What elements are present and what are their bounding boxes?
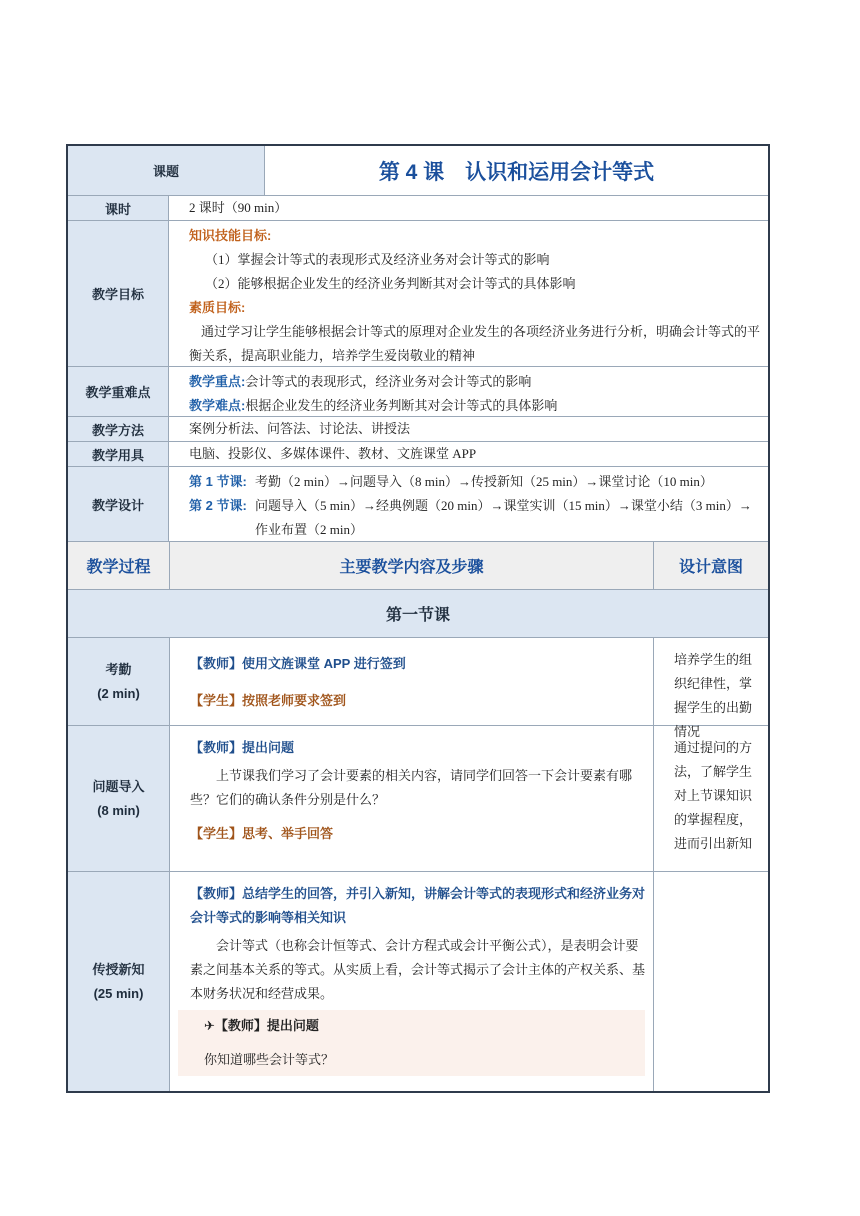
methods-label: 教学方法 — [68, 417, 169, 441]
process-header-row — [68, 542, 768, 590]
process-header-col3: 设计意图 — [678, 559, 743, 576]
step-intent: 通过提问的方法，了解学生对上节课知识的掌握程度，进而引出新知 — [674, 740, 753, 851]
keypoints-label: 教学重难点 — [68, 367, 169, 416]
step-row-intro — [68, 726, 768, 872]
objective-item: （2）能够根据企业发生的经济业务判断其对会计等式的具体影响 — [205, 276, 576, 291]
step-row-attendance — [68, 638, 768, 739]
keypoints-content — [169, 367, 768, 416]
quality-text: 通过学习让学生能够根据会计等式的原理对企业发生的各项经济业务进行分析，明确会计等式的平衡关系，提高职业能力，培养学生爱岗敬业的精神 — [189, 324, 761, 363]
process-header-col1: 教学过程 — [68, 542, 170, 589]
keypoints-row — [68, 367, 768, 417]
title-row — [68, 146, 768, 196]
step-label — [68, 872, 170, 1091]
hours-label: 课时 — [68, 196, 169, 220]
section-title: 第一节课 — [68, 590, 768, 638]
lesson-plan-table — [66, 144, 770, 1093]
session2-text: 问题导入（5 min）→经典例题（20 min）→课堂实训（15 min）→课堂小结（3 min）→作业布置（2 min） — [255, 498, 752, 537]
step-time: (25 min) — [93, 985, 144, 1001]
quality-title: 素质目标: — [189, 300, 246, 315]
step-row-new-knowledge — [68, 872, 768, 1091]
step-name: 考勤 — [105, 661, 132, 677]
objectives-label: 教学目标 — [68, 221, 169, 366]
step-content — [170, 726, 654, 871]
teacher-action: 【教师】使用文旌课堂 APP 进行签到 — [190, 656, 406, 671]
design-row — [68, 467, 768, 542]
design-content — [169, 467, 768, 541]
hours-row — [68, 196, 768, 221]
session1-title: 第 1 节课: — [189, 474, 247, 489]
objective-item: （1）掌握会计等式的表现形式及经济业务对会计等式的影响 — [205, 252, 550, 267]
step-intent: 培养学生的组织纪律性，掌握学生的出勤情况 — [674, 652, 753, 739]
student-action: 【学生】按照老师要求签到 — [190, 693, 347, 708]
step-body: 会计等式（也称会计恒等式、会计方程式或会计平衡公式），是表明会计要素之间基本关系的等式。从实质上看，会计等式揭示了会计主体的产权关系、基本财务状况和经营成果。 — [190, 938, 646, 1001]
session1-text: 考勤（2 min）→问题导入（8 min）→传授新知（25 min）→课堂讨论（10 min） — [255, 474, 713, 489]
subject-label: 课题 — [68, 146, 265, 195]
step-name: 传授新知 — [92, 961, 145, 977]
step-time: (8 min) — [97, 802, 140, 818]
teacher-action: 【教师】提出问题 — [190, 740, 295, 755]
teacher-action: 【教师】总结学生的回答，并引入新知，讲解会计等式的表现形式和经济业务对会计等式的影响等相关知识 — [190, 886, 646, 925]
step-intent — [654, 872, 768, 1091]
objectives-content — [169, 221, 768, 366]
knowledge-title: 知识技能目标: — [189, 228, 272, 243]
step-name: 问题导入 — [92, 778, 145, 794]
tools-row — [68, 442, 768, 467]
step-body: 上节课我们学习了会计要素的相关内容，请同学们回答一下会计要素有哪些？它们的确认条件分别是什么？ — [190, 768, 633, 807]
process-header-col2: 主要教学内容及步骤 — [170, 542, 654, 589]
difficulty-title: 教学难点: — [189, 398, 246, 413]
lesson-title: 第 4 课 认识和运用会计等式 — [378, 160, 655, 184]
step-label — [68, 638, 170, 725]
design-label: 教学设计 — [68, 467, 169, 541]
session2-title: 第 2 节课: — [189, 498, 247, 513]
key-title: 教学重点: — [189, 374, 246, 389]
difficulty-text: 根据企业发生的经济业务判断其对会计等式的具体影响 — [245, 398, 558, 413]
objectives-row — [68, 221, 768, 367]
callout-title: ✈【教师】提出问题 — [204, 1018, 319, 1033]
step-content — [170, 872, 654, 1091]
student-action: 【学生】思考、举手回答 — [190, 826, 334, 841]
step-label — [68, 726, 170, 871]
step-content — [170, 638, 654, 725]
callout-text: 你知道哪些会计等式？ — [204, 1052, 335, 1067]
key-text: 会计等式的表现形式，经济业务对会计等式的影响 — [245, 374, 532, 389]
tools-value: 电脑、投影仪、多媒体课件、教材、文旌课堂 APP — [189, 446, 477, 461]
question-callout — [178, 1010, 645, 1076]
hours-value: 2 课时（90 min） — [189, 200, 288, 215]
step-time: (2 min) — [97, 685, 140, 701]
tools-label: 教学用具 — [68, 442, 169, 466]
methods-row — [68, 417, 768, 442]
methods-value: 案例分析法、问答法、讨论法、讲授法 — [189, 421, 411, 436]
